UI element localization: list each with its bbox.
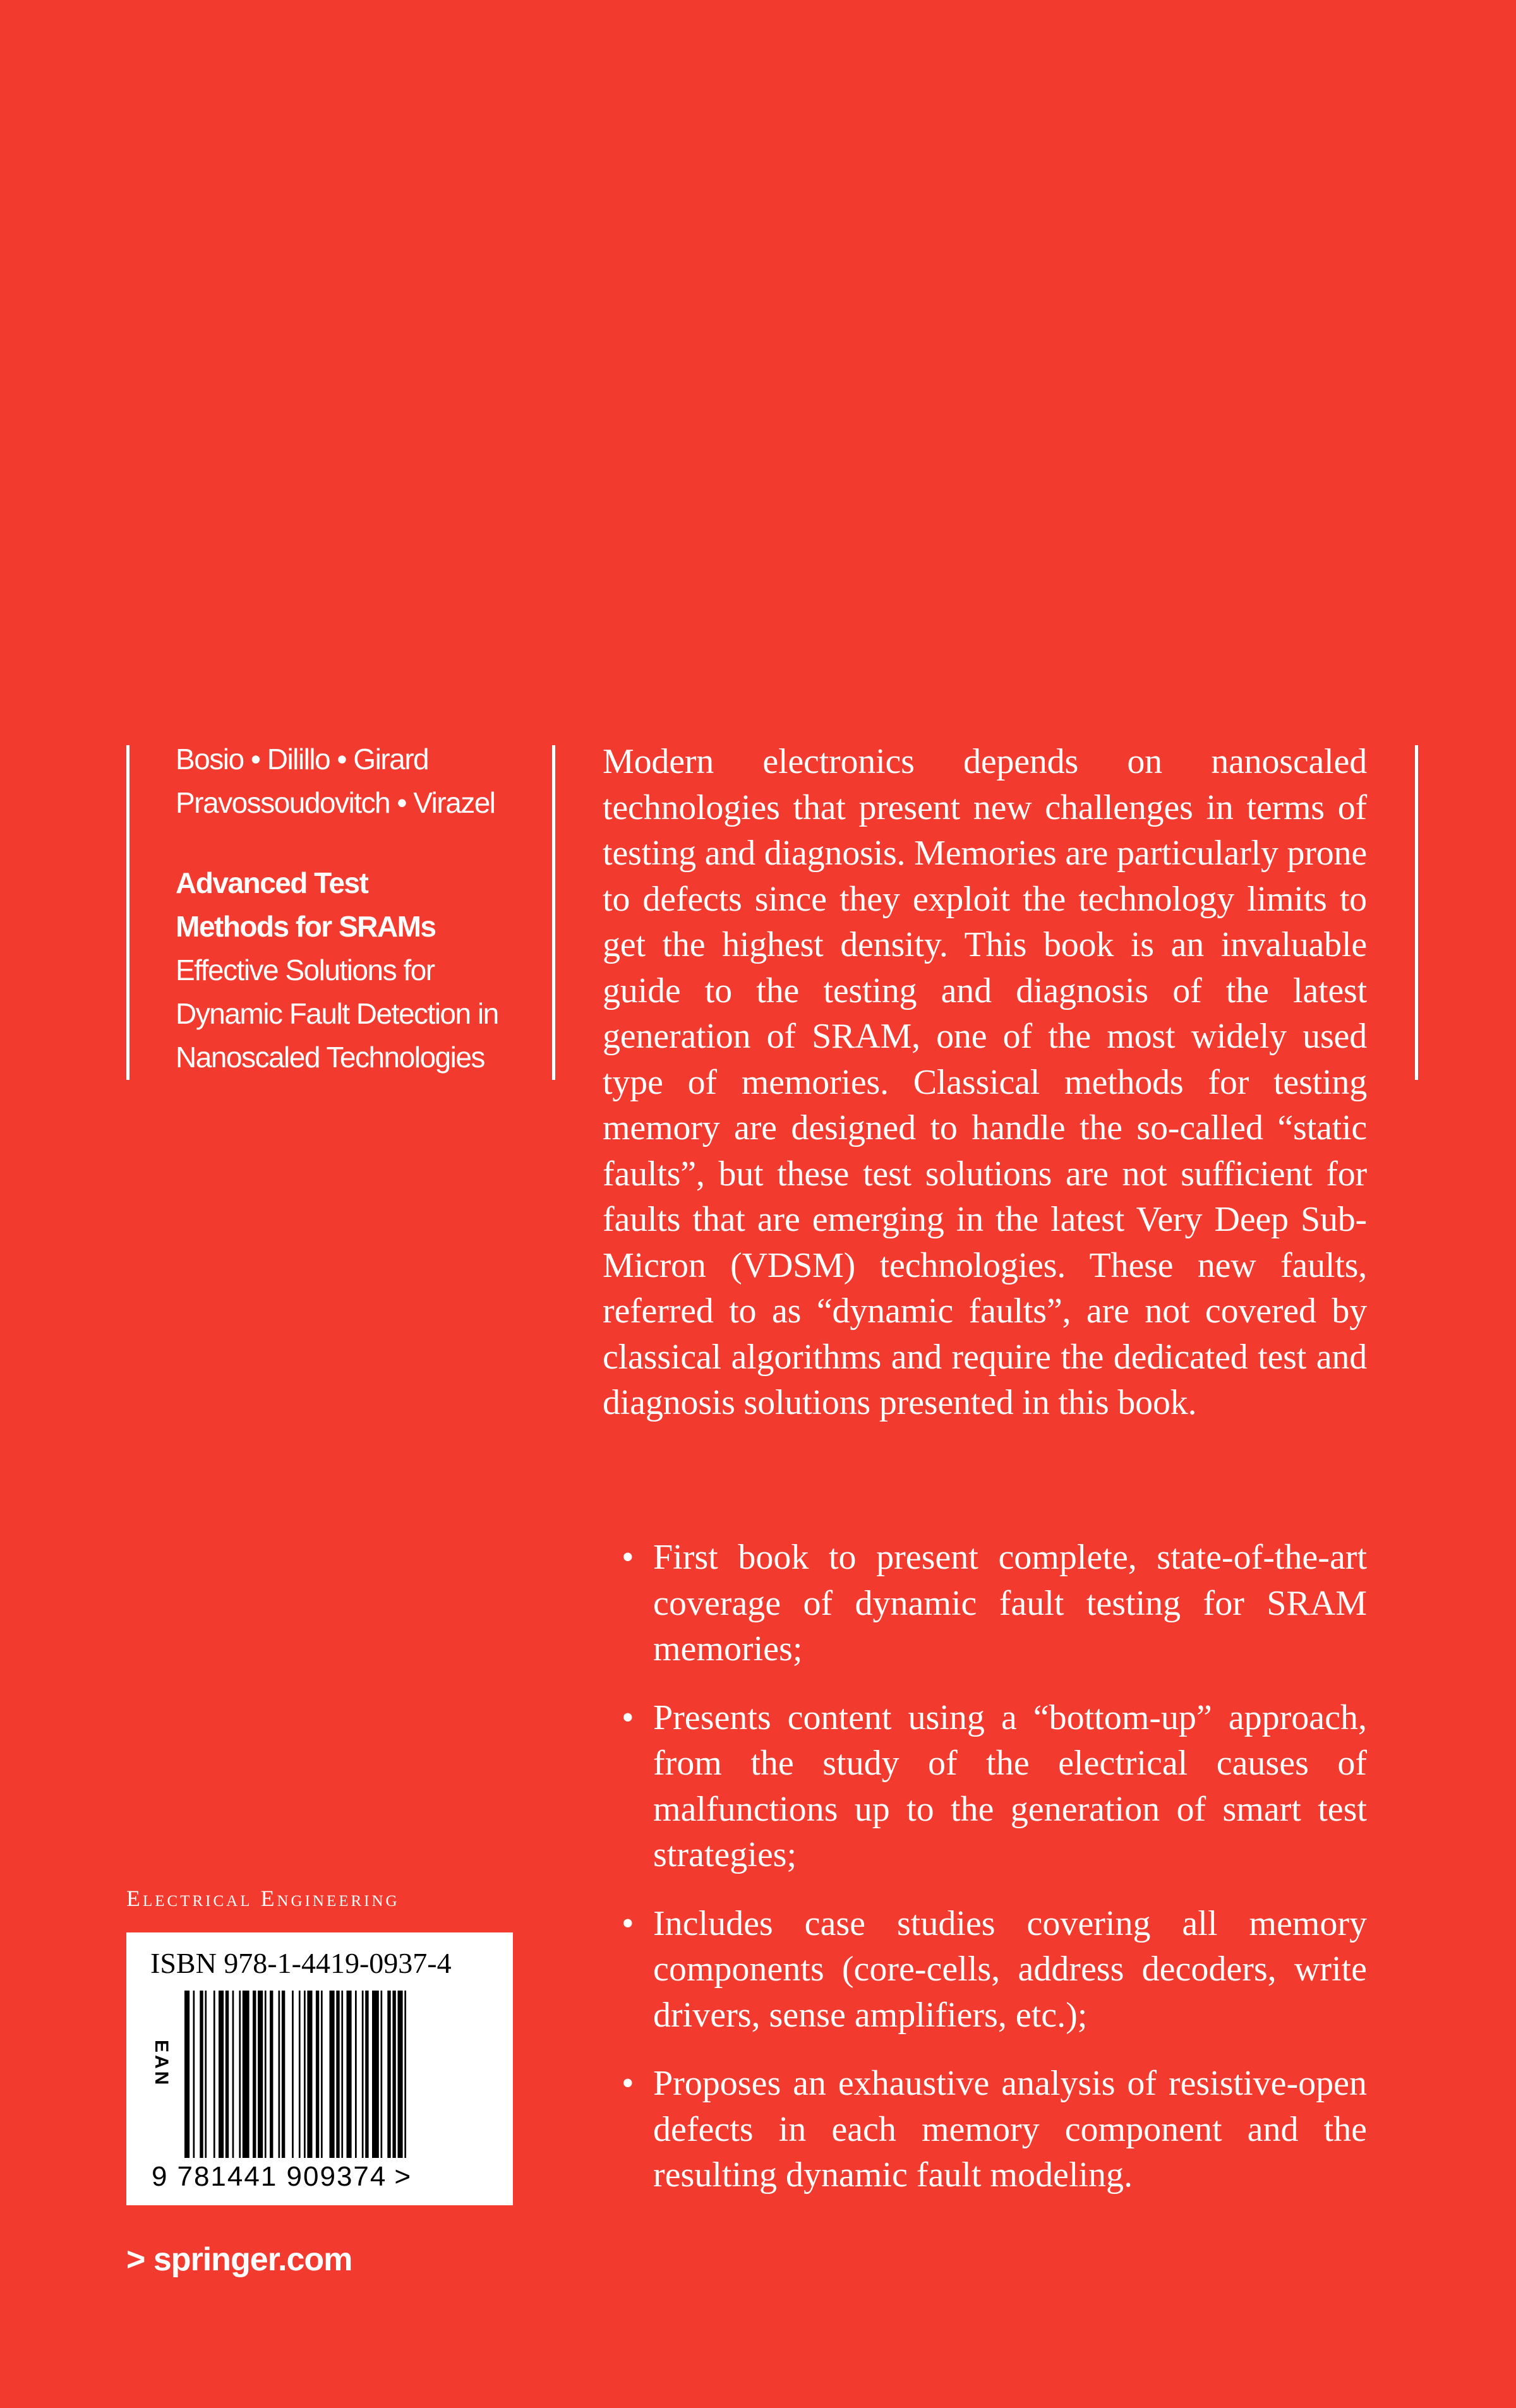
title-line: Advanced Test (176, 866, 368, 899)
book-title (176, 861, 542, 949)
feature-item (603, 2061, 1367, 2198)
barcode-bar (219, 1991, 224, 2158)
barcode-bar (372, 1991, 379, 2158)
barcode-bar (226, 1991, 229, 2158)
barcode-bar (304, 1991, 306, 2158)
barcode-bar (341, 1991, 343, 2158)
subtitle-line: Dynamic Fault Detection in (176, 997, 498, 1030)
barcode-bar (316, 1991, 319, 2158)
isbn-number: ISBN 978-1-4419-0937-4 (150, 1947, 452, 1979)
barcode-bar (404, 1991, 406, 2158)
barcode-bar (362, 1991, 364, 2158)
ean-label: EAN (151, 2040, 172, 2088)
feature-list (603, 1535, 1367, 2221)
authors-line: Bosio • Dilillo • Girard (176, 743, 429, 776)
barcode-bar (214, 1991, 215, 2158)
barcode-bar (265, 1991, 267, 2158)
barcode-bar (347, 1991, 352, 2158)
title-line: Methods for SRAMs (176, 910, 436, 943)
book-subtitle (176, 949, 542, 1079)
barcode-bar (258, 1991, 263, 2158)
barcode-bar (299, 1991, 301, 2158)
barcode-bar (355, 1991, 357, 2158)
barcode-bar (200, 1991, 203, 2158)
barcode-bar (243, 1991, 250, 2158)
feature-item (603, 1695, 1367, 1878)
barcode-bar (282, 1991, 285, 2158)
authors-line: Pravossoudovitch • Virazel (176, 786, 495, 819)
feature-text: First book to present complete, state-of-the-art coverage of dynamic fault testing for SRAM memories; (653, 1538, 1367, 1668)
barcode-bar (336, 1991, 339, 2158)
barcode-arrow: > (394, 2161, 412, 2192)
barcode-bar (381, 1991, 383, 2158)
feature-text: Proposes an exhaustive analysis of resistive-open defects in each memory component and the resulting dynamic fault modeling. (653, 2064, 1367, 2195)
barcode-bar (398, 1991, 403, 2158)
barcode-bar (292, 1991, 294, 2158)
barcode-bar (279, 1991, 280, 2158)
barcode-bar (232, 1991, 234, 2158)
barcode-bar (321, 1991, 323, 2158)
bullet-icon: • (622, 2064, 634, 2103)
barcode-bar (184, 1991, 190, 2158)
barcode-bar (330, 1991, 335, 2158)
barcode-bar (365, 1991, 368, 2158)
feature-text: Includes case studies covering all memory components (core-cells, address decoders, write drivers, sense amplifiers, etc.); (653, 1903, 1367, 2035)
barcode-bar (205, 1991, 207, 2158)
subtitle-line: Effective Solutions for (176, 954, 435, 986)
right-rule (1415, 745, 1418, 1080)
subject-category: Electrical Engineering (126, 1886, 400, 1911)
bullet-icon: • (622, 1903, 634, 1943)
bullet-icon: • (622, 1538, 634, 1577)
barcode-bar (193, 1991, 195, 2158)
left-rule (126, 745, 129, 1080)
barcode-panel (126, 1932, 513, 2205)
bullet-icon: • (622, 1698, 634, 1737)
authors (176, 738, 542, 825)
subtitle-line: Nanoscaled Technologies (176, 1041, 484, 1074)
barcode-number: 781441 909374 (177, 2161, 387, 2192)
feature-item (603, 1901, 1367, 2039)
barcode-icon (184, 1991, 494, 2158)
barcode-bar (270, 1991, 273, 2158)
barcode-bar (392, 1991, 395, 2158)
feature-text: Presents content using a “bottom-up” approach, from the study of the electrical causes of malfunctions up to the generation of smart test strategies; (653, 1698, 1367, 1874)
barcode-digits (152, 2161, 412, 2193)
barcode-bar (307, 1991, 312, 2158)
publisher-url[interactable]: > springer.com (126, 2241, 352, 2278)
description-paragraph: Modern electronics depends on nanoscaled technologies that present new challenges in terms of testing and diagnosis. Memories are particularly prone to defects since they exploit the technology limits to get the highest density. This book is an invaluable guide to the testing and diagnosis of the latest generation of SRAM, one of the most widely used type of memories. Classical methods for testing memory are designed to handle the so-called “static faults”, but these test solutions are not sufficient for faults that are emerging in the latest Very Deep Sub-Micron (VDSM) technologies. These new faults, referred to as “dynamic faults”, are not covered by classical algorithms and require the dedicated test and diagnosis solutions presented in this book. (603, 742, 1367, 1422)
barcode-bar (387, 1991, 390, 2158)
book-info (176, 738, 542, 1079)
barcode-bar (253, 1991, 256, 2158)
barcode-bar (239, 1991, 241, 2158)
barcode-lead-digit: 9 (152, 2161, 169, 2192)
feature-item (603, 1535, 1367, 1672)
middle-rule (552, 745, 555, 1080)
